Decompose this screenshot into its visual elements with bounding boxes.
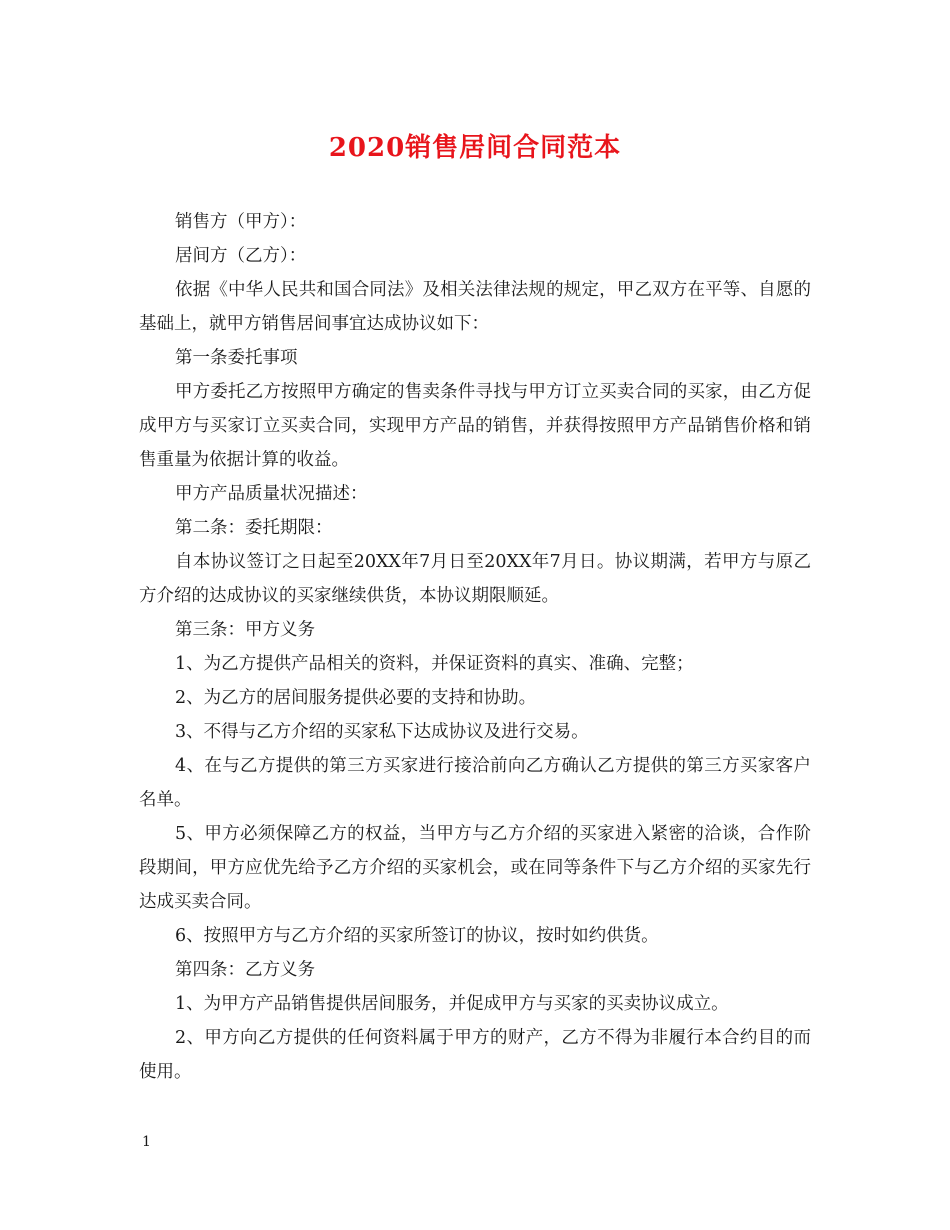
heading-article-3: 第三条：甲方义务 [175,620,315,640]
document-body [139,205,811,1089]
heading-article-1: 第一条委托事项 [175,348,298,368]
paragraph-article-2-body: 自本协议签订之日起至20XX年7月日至20XX年7月日。协议期满，若甲方与原乙方介绍的达成协议的买家继续供货，本协议期限顺延。 [139,552,811,606]
list-item-article-3-4: 4、在与乙方提供的第三方买家进行接洽前向乙方确认乙方提供的第三方买家客户名单。 [139,756,811,810]
document-title: 2020销售居间合同范本 [328,133,622,163]
list-item-article-4-2: 2、甲方向乙方提供的任何资料属于甲方的财产，乙方不得为非履行本合约目的而使用。 [139,1028,811,1082]
page-number: 1 [142,1134,151,1150]
heading-article-2: 第二条：委托期限： [175,518,333,538]
list-item-article-3-2: 2、为乙方的居间服务提供必要的支持和协助。 [175,688,537,708]
list-item-article-3-6: 6、按照甲方与乙方介绍的买家所签订的协议，按时如约供货。 [175,926,659,946]
heading-article-4: 第四条：乙方义务 [175,960,315,980]
list-item-article-3-3: 3、不得与乙方介绍的买家私下达成协议及进行交易。 [175,722,589,742]
list-item-article-3-1: 1、为乙方提供产品相关的资料，并保证资料的真实、准确、完整； [175,654,694,674]
paragraph-intermediary: 居间方（乙方）： [175,246,307,266]
paragraph-article-1-body: 甲方委托乙方按照甲方确定的售卖条件寻找与甲方订立买卖合同的买家，由乙方促成甲方与买家订立买卖合同，实现甲方产品的销售，并获得按照甲方产品销售价格和销售重量为依据计算的收益。 [139,382,811,470]
paragraph-preamble: 依据《中华人民共和国合同法》及相关法律法规的规定，甲乙双方在平等、自愿的基础上，就甲方销售居间事宜达成协议如下： [139,280,811,334]
list-item-article-3-5: 5、甲方必须保障乙方的权益，当甲方与乙方介绍的买家进入紧密的洽谈，合作阶段期间，甲方应优先给予乙方介绍的买家机会，或在同等条件下与乙方介绍的买家先行达成买卖合同。 [139,824,811,912]
paragraph-seller: 销售方（甲方）： [175,212,307,232]
paragraph-product-quality: 甲方产品质量状况描述： [175,484,368,504]
list-item-article-4-1: 1、为甲方产品销售提供居间服务，并促成甲方与买家的买卖协议成立。 [175,994,729,1014]
